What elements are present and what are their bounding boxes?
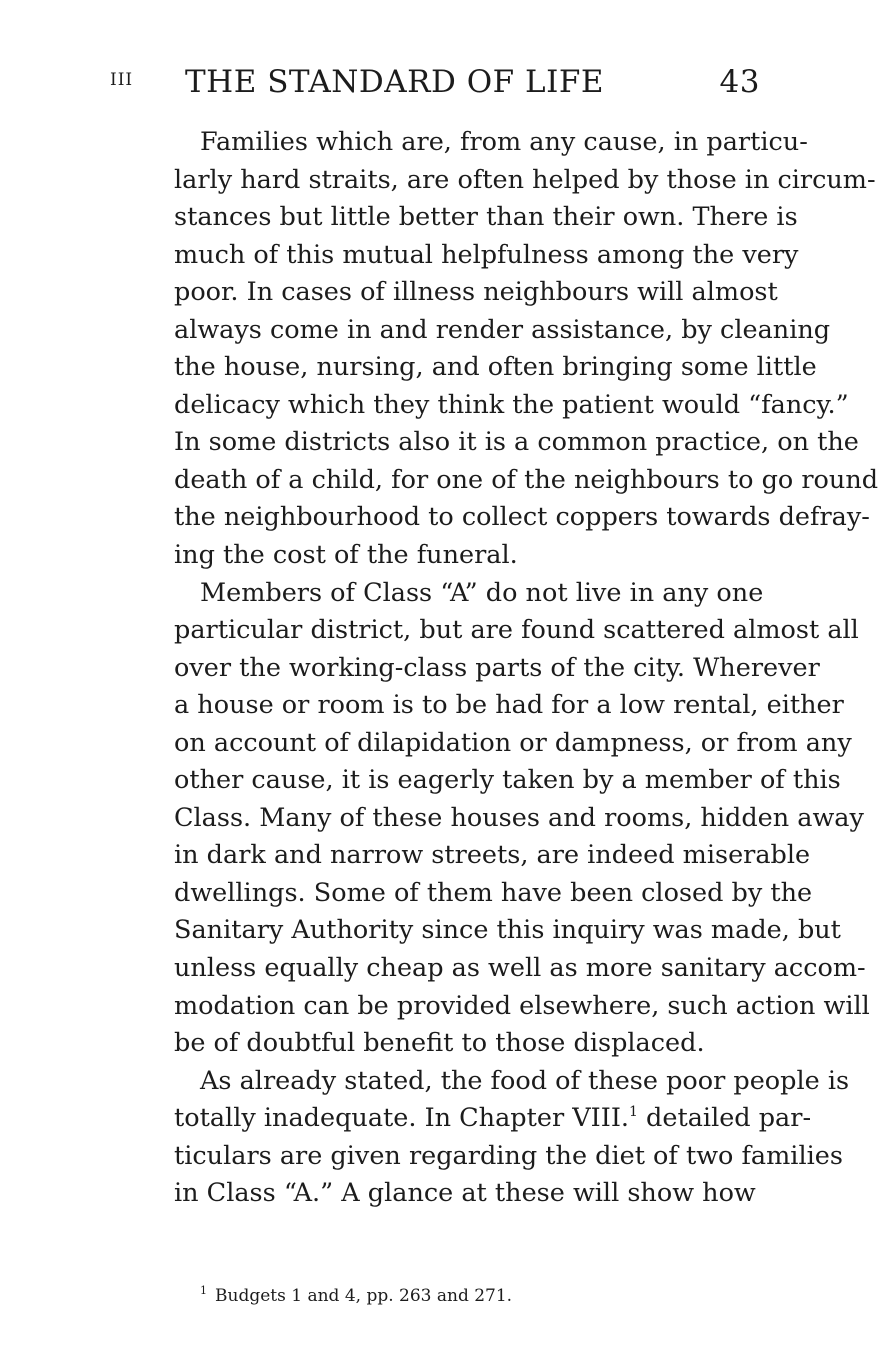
paragraph-line: a house or room is to be had for a low rental, either xyxy=(174,690,844,721)
line-text: detailed par- xyxy=(637,1103,812,1134)
paragraph-line: Sanitary Authority since this inquiry was made, but xyxy=(174,915,841,946)
paragraph-line: modation can be provided elsewhere, such action will xyxy=(174,990,870,1021)
paragraph-line: particular district, but are found scattered almost all xyxy=(174,615,859,646)
paragraph-line-with-footnote xyxy=(174,1100,812,1138)
paragraph-line: unless equally cheap as well as more sanitary accom- xyxy=(174,953,866,984)
paragraph-line: be of doubtful benefit to those displaced. xyxy=(174,1028,705,1059)
paragraph-line: in Class “A.” A glance at these will show how xyxy=(174,1178,756,1209)
footnote xyxy=(200,1286,512,1306)
paragraph-line: much of this mutual helpfulness among the very xyxy=(174,239,799,270)
paragraph-line: In some districts also it is a common practice, on the xyxy=(174,427,859,458)
paragraph-line: the house, nursing, and often bringing some little xyxy=(174,352,817,383)
paragraph-line: the neighbourhood to collect coppers towards defray- xyxy=(174,502,870,533)
line-text: totally inadequate. In Chapter VIII. xyxy=(174,1103,630,1134)
page-number: 43 xyxy=(719,64,760,100)
paragraph-line: larly hard straits, are often helped by those in circum- xyxy=(174,164,876,195)
footnote-reference[interactable]: 1 xyxy=(629,1104,638,1121)
paragraph-line: in dark and narrow streets, are indeed miserable xyxy=(174,840,811,871)
running-head xyxy=(110,64,760,114)
paragraph-line: poor. In cases of illness neighbours will almost xyxy=(174,277,778,308)
paragraph-line: delicacy which they think the patient would “fancy.” xyxy=(174,389,849,420)
paragraph-line: ing the cost of the funeral. xyxy=(174,540,518,571)
body-text xyxy=(174,124,878,1213)
paragraph-line: other cause, it is eagerly taken by a member of this xyxy=(174,765,841,796)
page-title: THE STANDARD OF LIFE xyxy=(185,64,604,100)
paragraph-line: on account of dilapidation or dampness, or from any xyxy=(174,727,852,758)
paragraph-line: Families which are, from any cause, in particu- xyxy=(200,127,808,157)
paragraph-line: Members of Class “A” do not live in any one xyxy=(200,577,764,608)
paragraph-line: ticulars are given regarding the diet of two families xyxy=(174,1140,843,1171)
paragraph-line: always come in and render assistance, by cleaning xyxy=(174,314,831,345)
footnote-marker: 1 xyxy=(200,1284,207,1297)
paragraph-line: As already stated, the food of these poor people is xyxy=(200,1065,850,1096)
paragraph-line: over the working-class parts of the city. Wherever xyxy=(174,652,820,683)
paragraph-line: dwellings. Some of them have been closed by the xyxy=(174,877,813,908)
chapter-numeral: III xyxy=(110,70,134,90)
footnote-text: Budgets 1 and 4, pp. 263 and 271. xyxy=(215,1286,513,1306)
paragraph-line: stances but little better than their own. There is xyxy=(174,202,798,233)
paragraph-line: Class. Many of these houses and rooms, hidden away xyxy=(174,802,864,833)
paragraph-line: death of a child, for one of the neighbours to go round xyxy=(174,464,878,495)
